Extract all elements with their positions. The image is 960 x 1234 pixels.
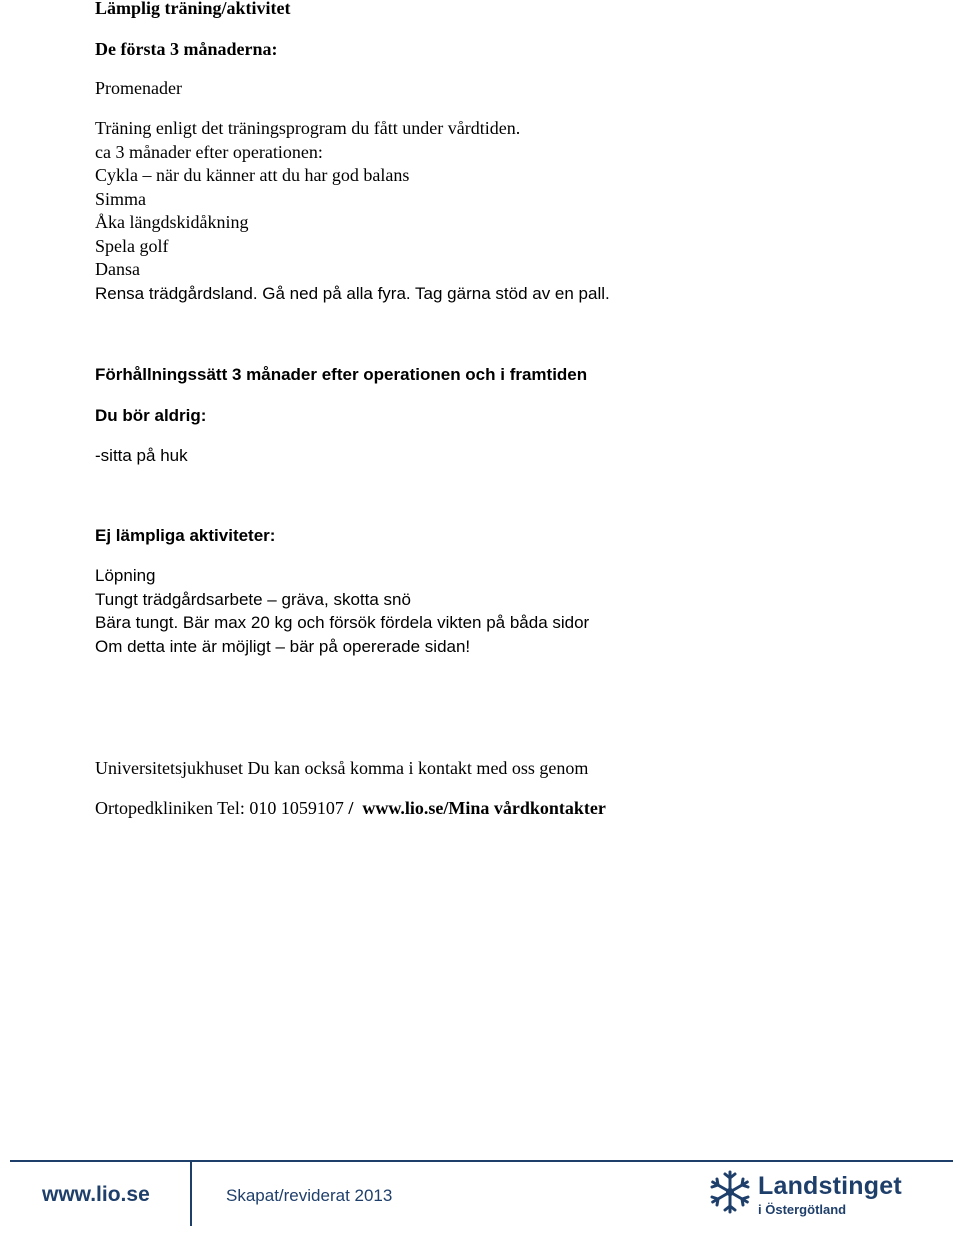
training-line: Cykla – när du känner att du har god balans <box>95 165 410 185</box>
unsuitable-item: Löpning <box>95 566 156 585</box>
training-line: Åka längdskidåkning <box>95 212 249 232</box>
heading-unsuitable: Ej lämpliga aktiviteter: <box>95 526 276 545</box>
organization-logo-name: Landstinget <box>758 1172 902 1200</box>
contact-phone: Ortopedkliniken Tel: 010 1059107 <box>95 798 344 818</box>
footer-vertical-divider <box>190 1162 192 1226</box>
first-months-item: Promenader <box>95 78 182 98</box>
contact-line: Universitetsjukhuset Du kan också komma i kontakt med oss genom <box>95 758 589 778</box>
training-line: ca 3 månader efter operationen: <box>95 142 323 162</box>
unsuitable-item: Tungt trädgårdsarbete – gräva, skotta snö <box>95 590 411 609</box>
training-line: Träning enligt det träningsprogram du fått under vårdtiden. <box>95 118 521 138</box>
unsuitable-item: Bära tungt. Bär max 20 kg och försök fördela vikten på båda sidor <box>95 613 590 632</box>
snowflake-emblem-icon <box>706 1168 754 1216</box>
unsuitable-item: Om detta inte är möjligt – bär på opererade sidan! <box>95 637 471 656</box>
footer-website[interactable]: www.lio.se <box>42 1183 150 1206</box>
contact-web-link[interactable]: / www.lio.se/Mina vårdkontakter <box>343 798 606 818</box>
organization-logo-subtitle: i Östergötland <box>758 1202 847 1217</box>
training-line: Dansa <box>95 259 140 279</box>
footer-revision-date: Skapat/reviderat 2013 <box>226 1186 393 1205</box>
contact-line-phone <box>95 797 606 821</box>
garden-line: Rensa trädgårdsland. Gå ned på alla fyra. Tag gärna stöd av en pall. <box>95 284 610 303</box>
heading-approach: Förhållningssätt 3 månader efter operationen och i framtiden <box>95 365 588 384</box>
heading-suitable-activities: Lämplig träning/aktivitet <box>95 0 291 18</box>
training-line: Simma <box>95 189 147 209</box>
heading-never: Du bör aldrig: <box>95 406 207 425</box>
training-line: Spela golf <box>95 236 169 256</box>
heading-first-months: De första 3 månaderna: <box>95 39 278 59</box>
footer-divider <box>10 1160 953 1162</box>
never-item: -sitta på huk <box>95 446 188 465</box>
